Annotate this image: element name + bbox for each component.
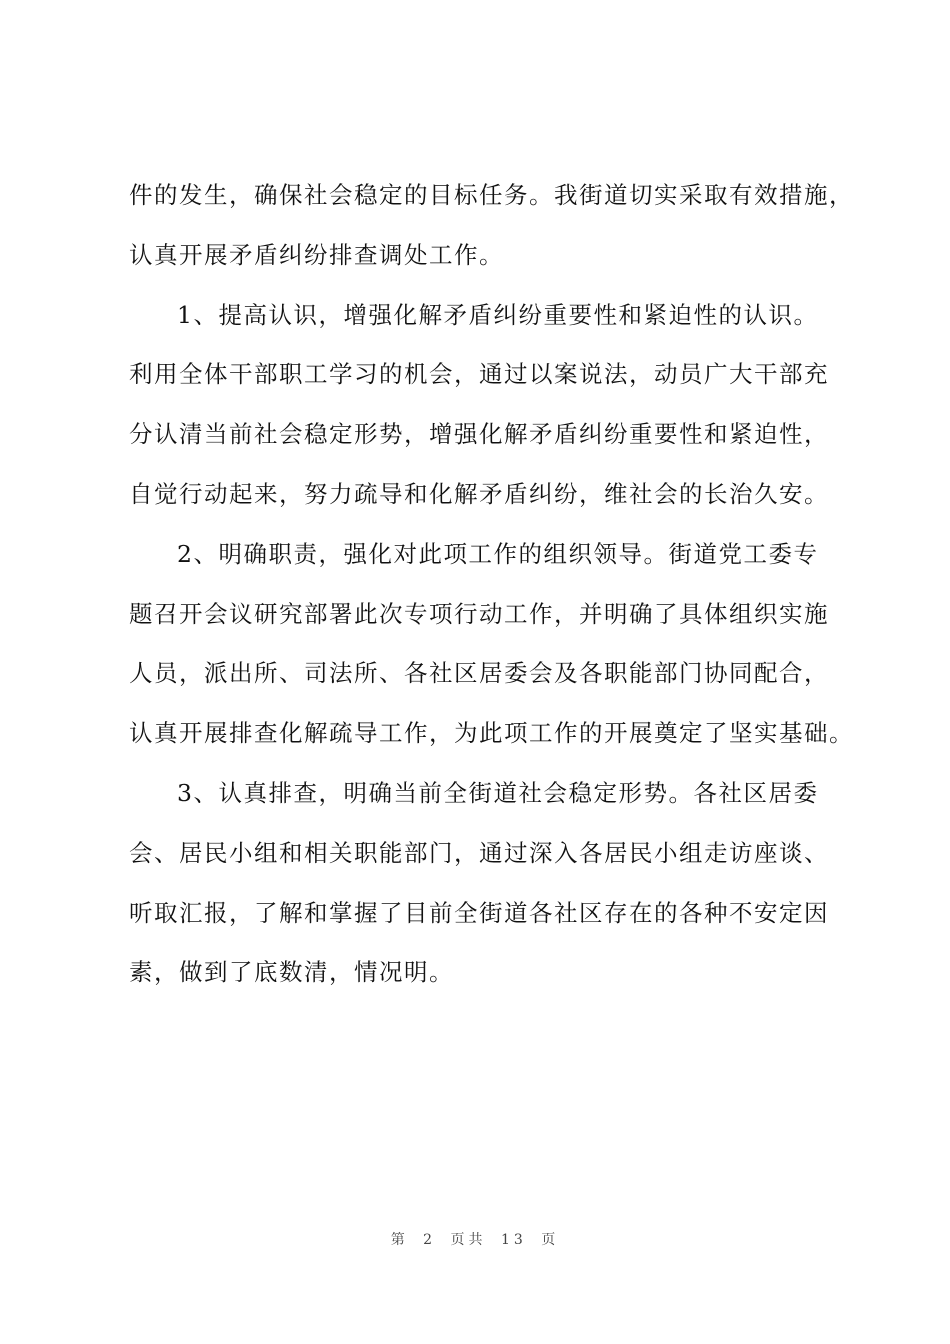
footer-total-pages: 13 xyxy=(501,1232,527,1248)
text-line: 件的发生，确保社会稳定的目标任务。我街道切实采取有效措施， xyxy=(129,181,854,209)
text-line: 会、居民小组和相关职能部门，通过深入各居民小组走访座谈、 xyxy=(129,838,829,867)
text-line: 题召开会议研究部署此次专项行动工作，并明确了具体组织实施 xyxy=(129,599,829,628)
page-footer xyxy=(0,1229,950,1249)
footer-current-page: 2 xyxy=(423,1232,437,1248)
footer-middle: 页共 xyxy=(450,1232,487,1248)
text-line: 认真开展矛盾纠纷排查调处工作。 xyxy=(129,240,504,269)
footer-prefix: 第 xyxy=(390,1232,409,1248)
paragraph-heading-3: 3、认真排查，明确当前全街道社会稳定形势。各社区居委 xyxy=(177,778,819,807)
paragraph-heading-1: 1、提高认识，增强化解矛盾纠纷重要性和紧迫性的认识。 xyxy=(177,300,819,329)
text-line: 自觉行动起来，努力疏导和化解矛盾纠纷，维社会的长治久安。 xyxy=(129,479,829,508)
footer-suffix: 页 xyxy=(541,1232,560,1248)
text-line: 利用全体干部职工学习的机会，通过以案说法，动员广大干部充 xyxy=(129,360,829,389)
text-line: 分认清当前社会稳定形势，增强化解矛盾纠纷重要性和紧迫性， xyxy=(129,420,829,449)
text-line: 素，做到了底数清，情况明。 xyxy=(129,958,454,987)
paragraph-heading-2: 2、明确职责，强化对此项工作的组织领导。街道党工委专 xyxy=(177,539,819,568)
text-line: 认真开展排查化解疏导工作，为此项工作的开展奠定了坚实基础。 xyxy=(129,719,854,748)
document-body xyxy=(129,173,864,1010)
text-line: 人员，派出所、司法所、各社区居委会及各职能部门协同配合， xyxy=(129,659,829,688)
text-line: 听取汇报，了解和掌握了目前全街道各社区存在的各种不安定因 xyxy=(129,898,829,927)
